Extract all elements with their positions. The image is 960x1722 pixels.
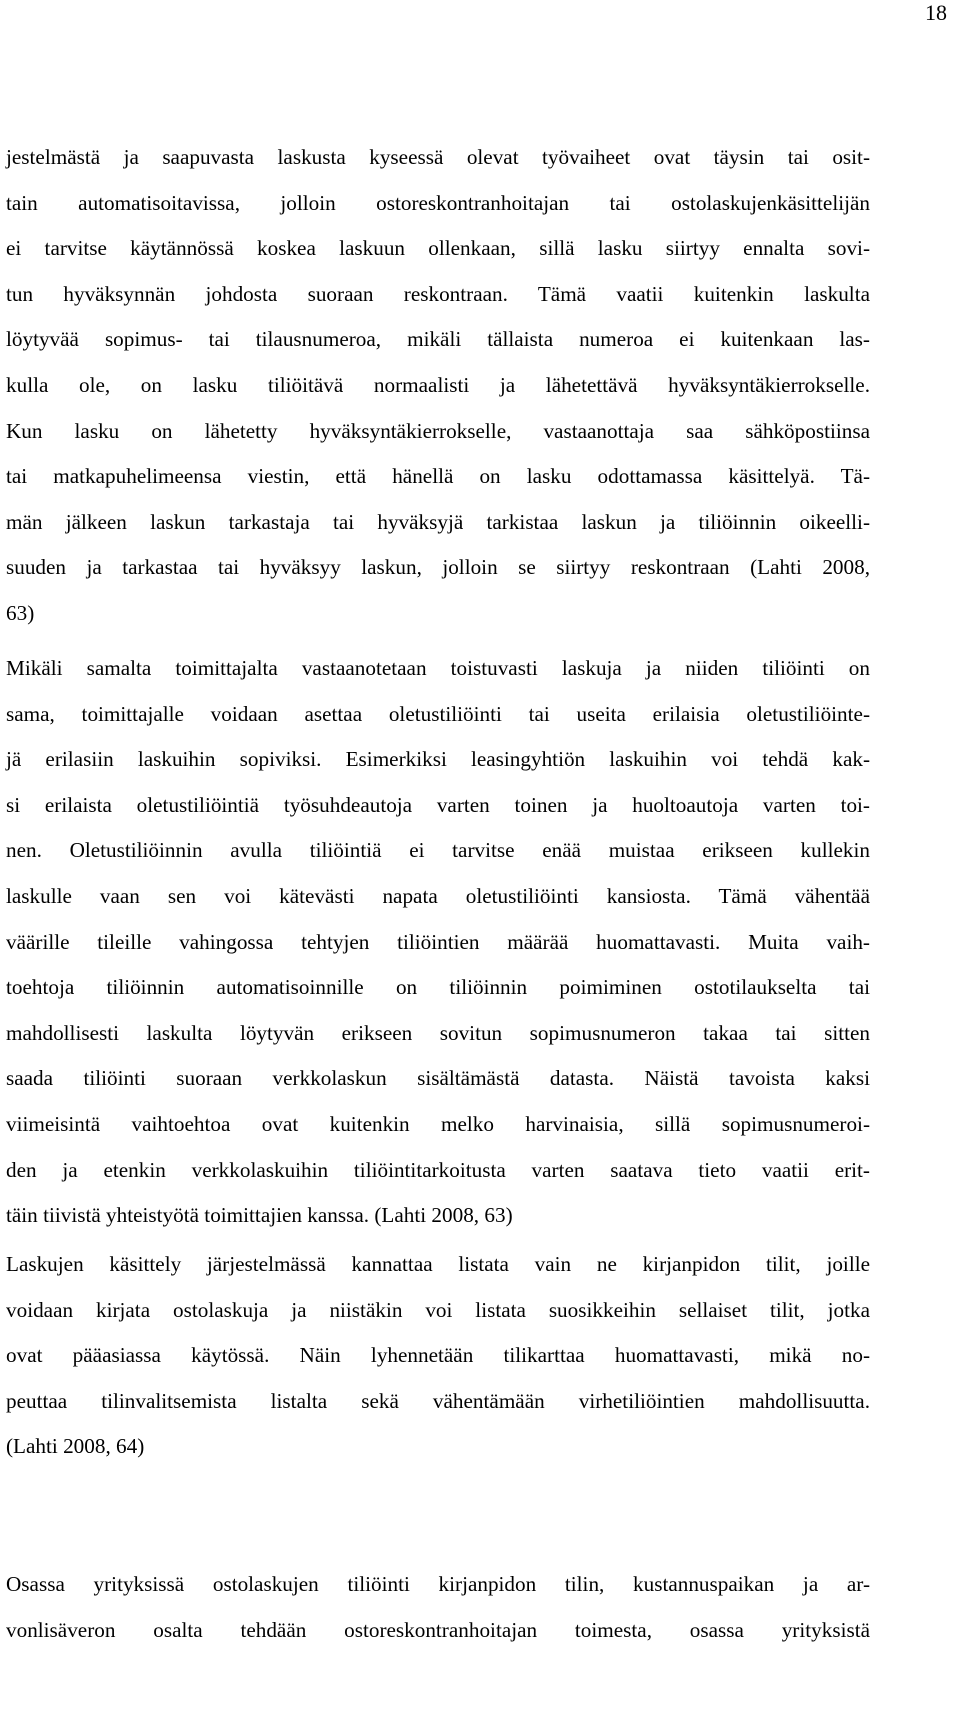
paragraph-line: laskulle vaan sen voi kätevästi napata oletustiliöinti kansiosta. Tämä vähentää bbox=[6, 883, 870, 908]
paragraph-line: den ja etenkin verkkolaskuihin tiliöintitarkoitusta varten saatava tieto vaatii erit- bbox=[6, 1157, 870, 1182]
paragraph-line: peuttaa tilinvalitsemista listalta sekä vähentämään virhetiliöintien mahdollisuutta. bbox=[6, 1388, 870, 1413]
paragraph-line: nen. Oletustiliöinnin avulla tiliöintiä ei tarvitse enää muistaa erikseen kullekin bbox=[6, 838, 870, 863]
paragraph-2 bbox=[6, 646, 870, 1239]
paragraph-line: tai matkapuhelimeensa viestin, että hänellä on lasku odottamassa käsittelyä. Tä- bbox=[6, 464, 870, 489]
paragraph-line: jä erilasiin laskuihin sopiviksi. Esimerkiksi leasingyhtiön laskuihin voi tehdä kak- bbox=[6, 747, 870, 772]
paragraph-line: Kun lasku on lähetetty hyväksyntäkierrokselle, vastaanottaja saa sähköpostiinsa bbox=[6, 418, 870, 443]
paragraph-line: kulla ole, on lasku tiliöitävä normaalisti ja lähetettävä hyväksyntäkierrokselle. bbox=[6, 372, 870, 397]
paragraph-line: Osassa yrityksissä ostolaskujen tiliöinti kirjanpidon tilin, kustannuspaikan ja ar- bbox=[6, 1572, 870, 1596]
paragraph-line: toehtoja tiliöinnin automatisoinnille on tiliöinnin poimiminen ostotilaukselta tai bbox=[6, 975, 870, 1000]
paragraph-line: väärille tileille vahingossa tehtyjen tiliöintien määrää huomattavasti. Muita vaih- bbox=[6, 929, 870, 954]
paragraph-4 bbox=[6, 1562, 870, 1653]
paragraph-line: tun hyväksynnän johdosta suoraan reskontraan. Tämä vaatii kuitenkin laskulta bbox=[6, 281, 870, 306]
paragraph-line: jestelmästä ja saapuvasta laskusta kyseessä olevat työvaiheet ovat täysin tai osit- bbox=[6, 145, 870, 169]
paragraph-line: viimeisintä vaihtoehtoa ovat kuitenkin melko harvinaisia, sillä sopimusnumeroi- bbox=[6, 1111, 870, 1136]
page-number: 18 bbox=[925, 0, 947, 25]
paragraph-line: saada tiliöinti suoraan verkkolaskun sisältämästä datasta. Näistä tavoista kaksi bbox=[6, 1066, 870, 1091]
paragraph-line: 63) bbox=[6, 600, 35, 625]
paragraph-line: ei tarvitse käytännössä koskea laskuun ollenkaan, sillä lasku siirtyy ennalta sovi- bbox=[6, 236, 870, 261]
paragraph-line: män jälkeen laskun tarkastaja tai hyväksyjä tarkistaa laskun ja tiliöinnin oikeelli- bbox=[6, 509, 870, 534]
paragraph-line: tain automatisoitavissa, jolloin ostoreskontranhoitajan tai ostolaskujenkäsittelijän bbox=[6, 190, 870, 215]
paragraph-line: mahdollisesti laskulta löytyvän erikseen sovitun sopimusnumeron takaa tai sitten bbox=[6, 1020, 870, 1045]
paragraph-line: suuden ja tarkastaa tai hyväksyy laskun, jolloin se siirtyy reskontraan (Lahti 2008, bbox=[6, 555, 870, 580]
paragraph-line: si erilaista oletustiliöintiä työsuhdeautoja varten toinen ja huoltoautoja varten toi- bbox=[6, 792, 870, 817]
paragraph-line: vonlisäveron osalta tehdään ostoreskontranhoitajan toimesta, osassa yrityksistä bbox=[6, 1617, 870, 1642]
paragraph-line: löytyvää sopimus- tai tilausnumeroa, mikäli tällaista numeroa ei kuitenkaan las- bbox=[6, 327, 870, 352]
paragraph-line: täin tiivistä yhteistyötä toimittajien kanssa. (Lahti 2008, 63) bbox=[6, 1203, 513, 1228]
paragraph-1 bbox=[6, 135, 870, 637]
paragraph-line: ovat pääasiassa käytössä. Näin lyhennetään tilikarttaa huomattavasti, mikä no- bbox=[6, 1343, 870, 1368]
paragraph-line: Mikäli samalta toimittajalta vastaanotetaan toistuvasti laskuja ja niiden tiliöinti on bbox=[6, 656, 870, 680]
paragraph-line: (Lahti 2008, 64) bbox=[6, 1434, 145, 1459]
paragraph-3 bbox=[6, 1242, 870, 1470]
paragraph-line: sama, toimittajalle voidaan asettaa oletustiliöinti tai useita erilaisia oletustiliöinte- bbox=[6, 701, 870, 726]
paragraph-line: voidaan kirjata ostolaskuja ja niistäkin voi listata suosikkeihin sellaiset tilit, jotka bbox=[6, 1297, 870, 1322]
paragraph-line: Laskujen käsittely järjestelmässä kannattaa listata vain ne kirjanpidon tilit, joille bbox=[6, 1252, 870, 1276]
